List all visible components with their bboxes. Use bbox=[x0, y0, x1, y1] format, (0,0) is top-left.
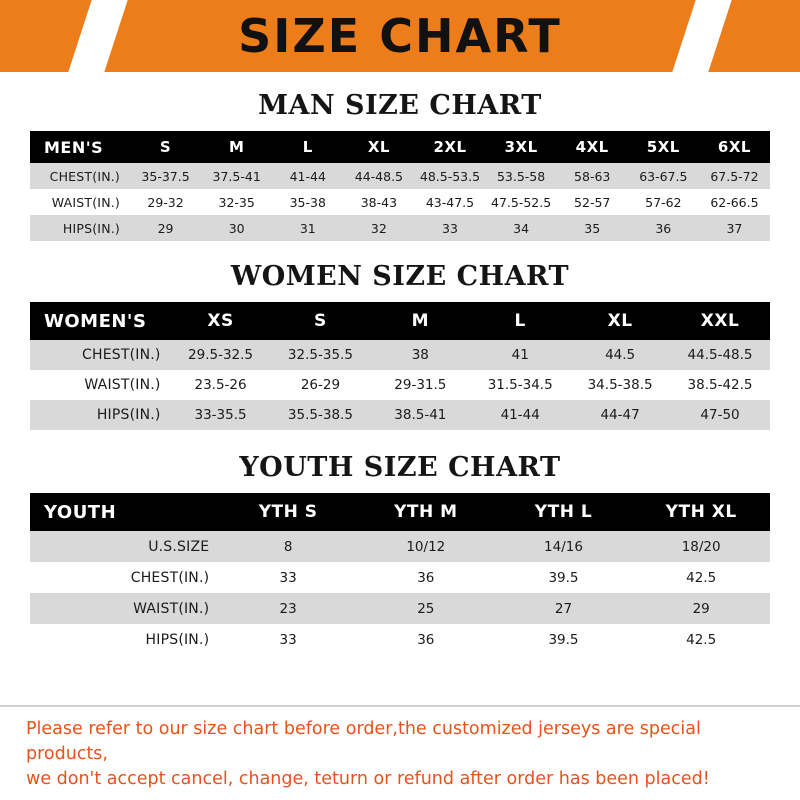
cell: 31 bbox=[272, 215, 343, 241]
cell: 35-37.5 bbox=[130, 163, 201, 189]
cell: 44.5 bbox=[570, 340, 670, 370]
table-header-row bbox=[30, 131, 770, 163]
cell: 67.5-72 bbox=[699, 163, 770, 189]
col-header: XXL bbox=[670, 302, 770, 340]
row-label: WAIST(IN.) bbox=[30, 189, 130, 215]
row-label: HIPS(IN.) bbox=[30, 624, 219, 655]
table-row bbox=[30, 562, 770, 593]
col-header: S bbox=[270, 302, 370, 340]
cell: 34 bbox=[486, 215, 557, 241]
page-title: SIZE CHART bbox=[238, 9, 562, 63]
cell: 29 bbox=[632, 593, 770, 624]
col-header: YTH M bbox=[357, 493, 495, 531]
col-header: L bbox=[272, 131, 343, 163]
cell: 44-47 bbox=[570, 400, 670, 430]
table-header-row bbox=[30, 493, 770, 531]
cell: 38-43 bbox=[343, 189, 414, 215]
cell: 39.5 bbox=[495, 562, 633, 593]
cell: 34.5-38.5 bbox=[570, 370, 670, 400]
cell: 38 bbox=[370, 340, 470, 370]
women-size-table bbox=[30, 302, 770, 430]
cell: 35-38 bbox=[272, 189, 343, 215]
cell: 36 bbox=[357, 562, 495, 593]
table-row bbox=[30, 215, 770, 241]
cell: 43-47.5 bbox=[414, 189, 485, 215]
cell: 41-44 bbox=[272, 163, 343, 189]
men-size-table bbox=[30, 131, 770, 241]
row-label: HIPS(IN.) bbox=[30, 215, 130, 241]
header-banner bbox=[0, 0, 800, 72]
table-row bbox=[30, 593, 770, 624]
cell: 44.5-48.5 bbox=[670, 340, 770, 370]
table-row bbox=[30, 531, 770, 562]
col-header: 6XL bbox=[699, 131, 770, 163]
col-header: M bbox=[370, 302, 470, 340]
table-row bbox=[30, 189, 770, 215]
table-row bbox=[30, 340, 770, 370]
cell: 53.5-58 bbox=[486, 163, 557, 189]
table-row bbox=[30, 624, 770, 655]
col-header: YTH XL bbox=[632, 493, 770, 531]
cell: 23 bbox=[219, 593, 357, 624]
row-label: WAIST(IN.) bbox=[30, 370, 171, 400]
cell: 37 bbox=[699, 215, 770, 241]
col-header: YTH S bbox=[219, 493, 357, 531]
footer-note-line-2: we don't accept cancel, change, teturn or refund after order has been placed! bbox=[26, 769, 710, 790]
cell: 23.5-26 bbox=[171, 370, 271, 400]
cell: 33-35.5 bbox=[171, 400, 271, 430]
col-header: XL bbox=[570, 302, 670, 340]
cell: 38.5-41 bbox=[370, 400, 470, 430]
cell: 33 bbox=[219, 562, 357, 593]
men-size-table-wrap bbox=[0, 131, 800, 241]
footer-note-line-1: Please refer to our size chart before order,the customized jerseys are special products, bbox=[26, 719, 701, 765]
row-label: HIPS(IN.) bbox=[30, 400, 171, 430]
col-header: S bbox=[130, 131, 201, 163]
cell: 36 bbox=[628, 215, 699, 241]
table-row bbox=[30, 400, 770, 430]
col-header: YTH L bbox=[495, 493, 633, 531]
col-header: WOMEN'S bbox=[30, 302, 171, 340]
col-header: L bbox=[470, 302, 570, 340]
cell: 38.5-42.5 bbox=[670, 370, 770, 400]
col-header: MEN'S bbox=[30, 131, 130, 163]
col-header: 4XL bbox=[557, 131, 628, 163]
cell: 25 bbox=[357, 593, 495, 624]
cell: 37.5-41 bbox=[201, 163, 272, 189]
cell: 31.5-34.5 bbox=[470, 370, 570, 400]
cell: 8 bbox=[219, 531, 357, 562]
cell: 42.5 bbox=[632, 562, 770, 593]
cell: 47.5-52.5 bbox=[486, 189, 557, 215]
row-label: CHEST(IN.) bbox=[30, 562, 219, 593]
col-header: M bbox=[201, 131, 272, 163]
cell: 27 bbox=[495, 593, 633, 624]
col-header: 5XL bbox=[628, 131, 699, 163]
cell: 33 bbox=[219, 624, 357, 655]
row-label: CHEST(IN.) bbox=[30, 163, 130, 189]
cell: 62-66.5 bbox=[699, 189, 770, 215]
table-row bbox=[30, 163, 770, 189]
cell: 29-31.5 bbox=[370, 370, 470, 400]
col-header: 3XL bbox=[486, 131, 557, 163]
youth-size-table bbox=[30, 493, 770, 655]
cell: 29 bbox=[130, 215, 201, 241]
row-label: CHEST(IN.) bbox=[30, 340, 171, 370]
section-title-youth: YOUTH SIZE CHART bbox=[239, 452, 561, 483]
section-title-men: MAN SIZE CHART bbox=[258, 90, 542, 121]
cell: 39.5 bbox=[495, 624, 633, 655]
cell: 36 bbox=[357, 624, 495, 655]
cell: 52-57 bbox=[557, 189, 628, 215]
cell: 47-50 bbox=[670, 400, 770, 430]
cell: 10/12 bbox=[357, 531, 495, 562]
women-size-table-wrap bbox=[0, 302, 800, 430]
cell: 35.5-38.5 bbox=[270, 400, 370, 430]
table-header-row bbox=[30, 302, 770, 340]
cell: 33 bbox=[414, 215, 485, 241]
col-header: XS bbox=[171, 302, 271, 340]
row-label: U.S.SIZE bbox=[30, 531, 219, 562]
cell: 41 bbox=[470, 340, 570, 370]
col-header: YOUTH bbox=[30, 493, 219, 531]
row-label: WAIST(IN.) bbox=[30, 593, 219, 624]
cell: 44-48.5 bbox=[343, 163, 414, 189]
cell: 29.5-32.5 bbox=[171, 340, 271, 370]
cell: 63-67.5 bbox=[628, 163, 699, 189]
cell: 14/16 bbox=[495, 531, 633, 562]
cell: 32.5-35.5 bbox=[270, 340, 370, 370]
footer-note bbox=[0, 705, 800, 792]
cell: 18/20 bbox=[632, 531, 770, 562]
cell: 48.5-53.5 bbox=[414, 163, 485, 189]
cell: 42.5 bbox=[632, 624, 770, 655]
cell: 35 bbox=[557, 215, 628, 241]
cell: 26-29 bbox=[270, 370, 370, 400]
cell: 41-44 bbox=[470, 400, 570, 430]
col-header: 2XL bbox=[414, 131, 485, 163]
cell: 29-32 bbox=[130, 189, 201, 215]
youth-size-table-wrap bbox=[0, 493, 800, 655]
cell: 57-62 bbox=[628, 189, 699, 215]
cell: 32 bbox=[343, 215, 414, 241]
table-row bbox=[30, 370, 770, 400]
cell: 58-63 bbox=[557, 163, 628, 189]
col-header: XL bbox=[343, 131, 414, 163]
cell: 30 bbox=[201, 215, 272, 241]
cell: 32-35 bbox=[201, 189, 272, 215]
section-title-women: WOMEN SIZE CHART bbox=[230, 261, 570, 292]
